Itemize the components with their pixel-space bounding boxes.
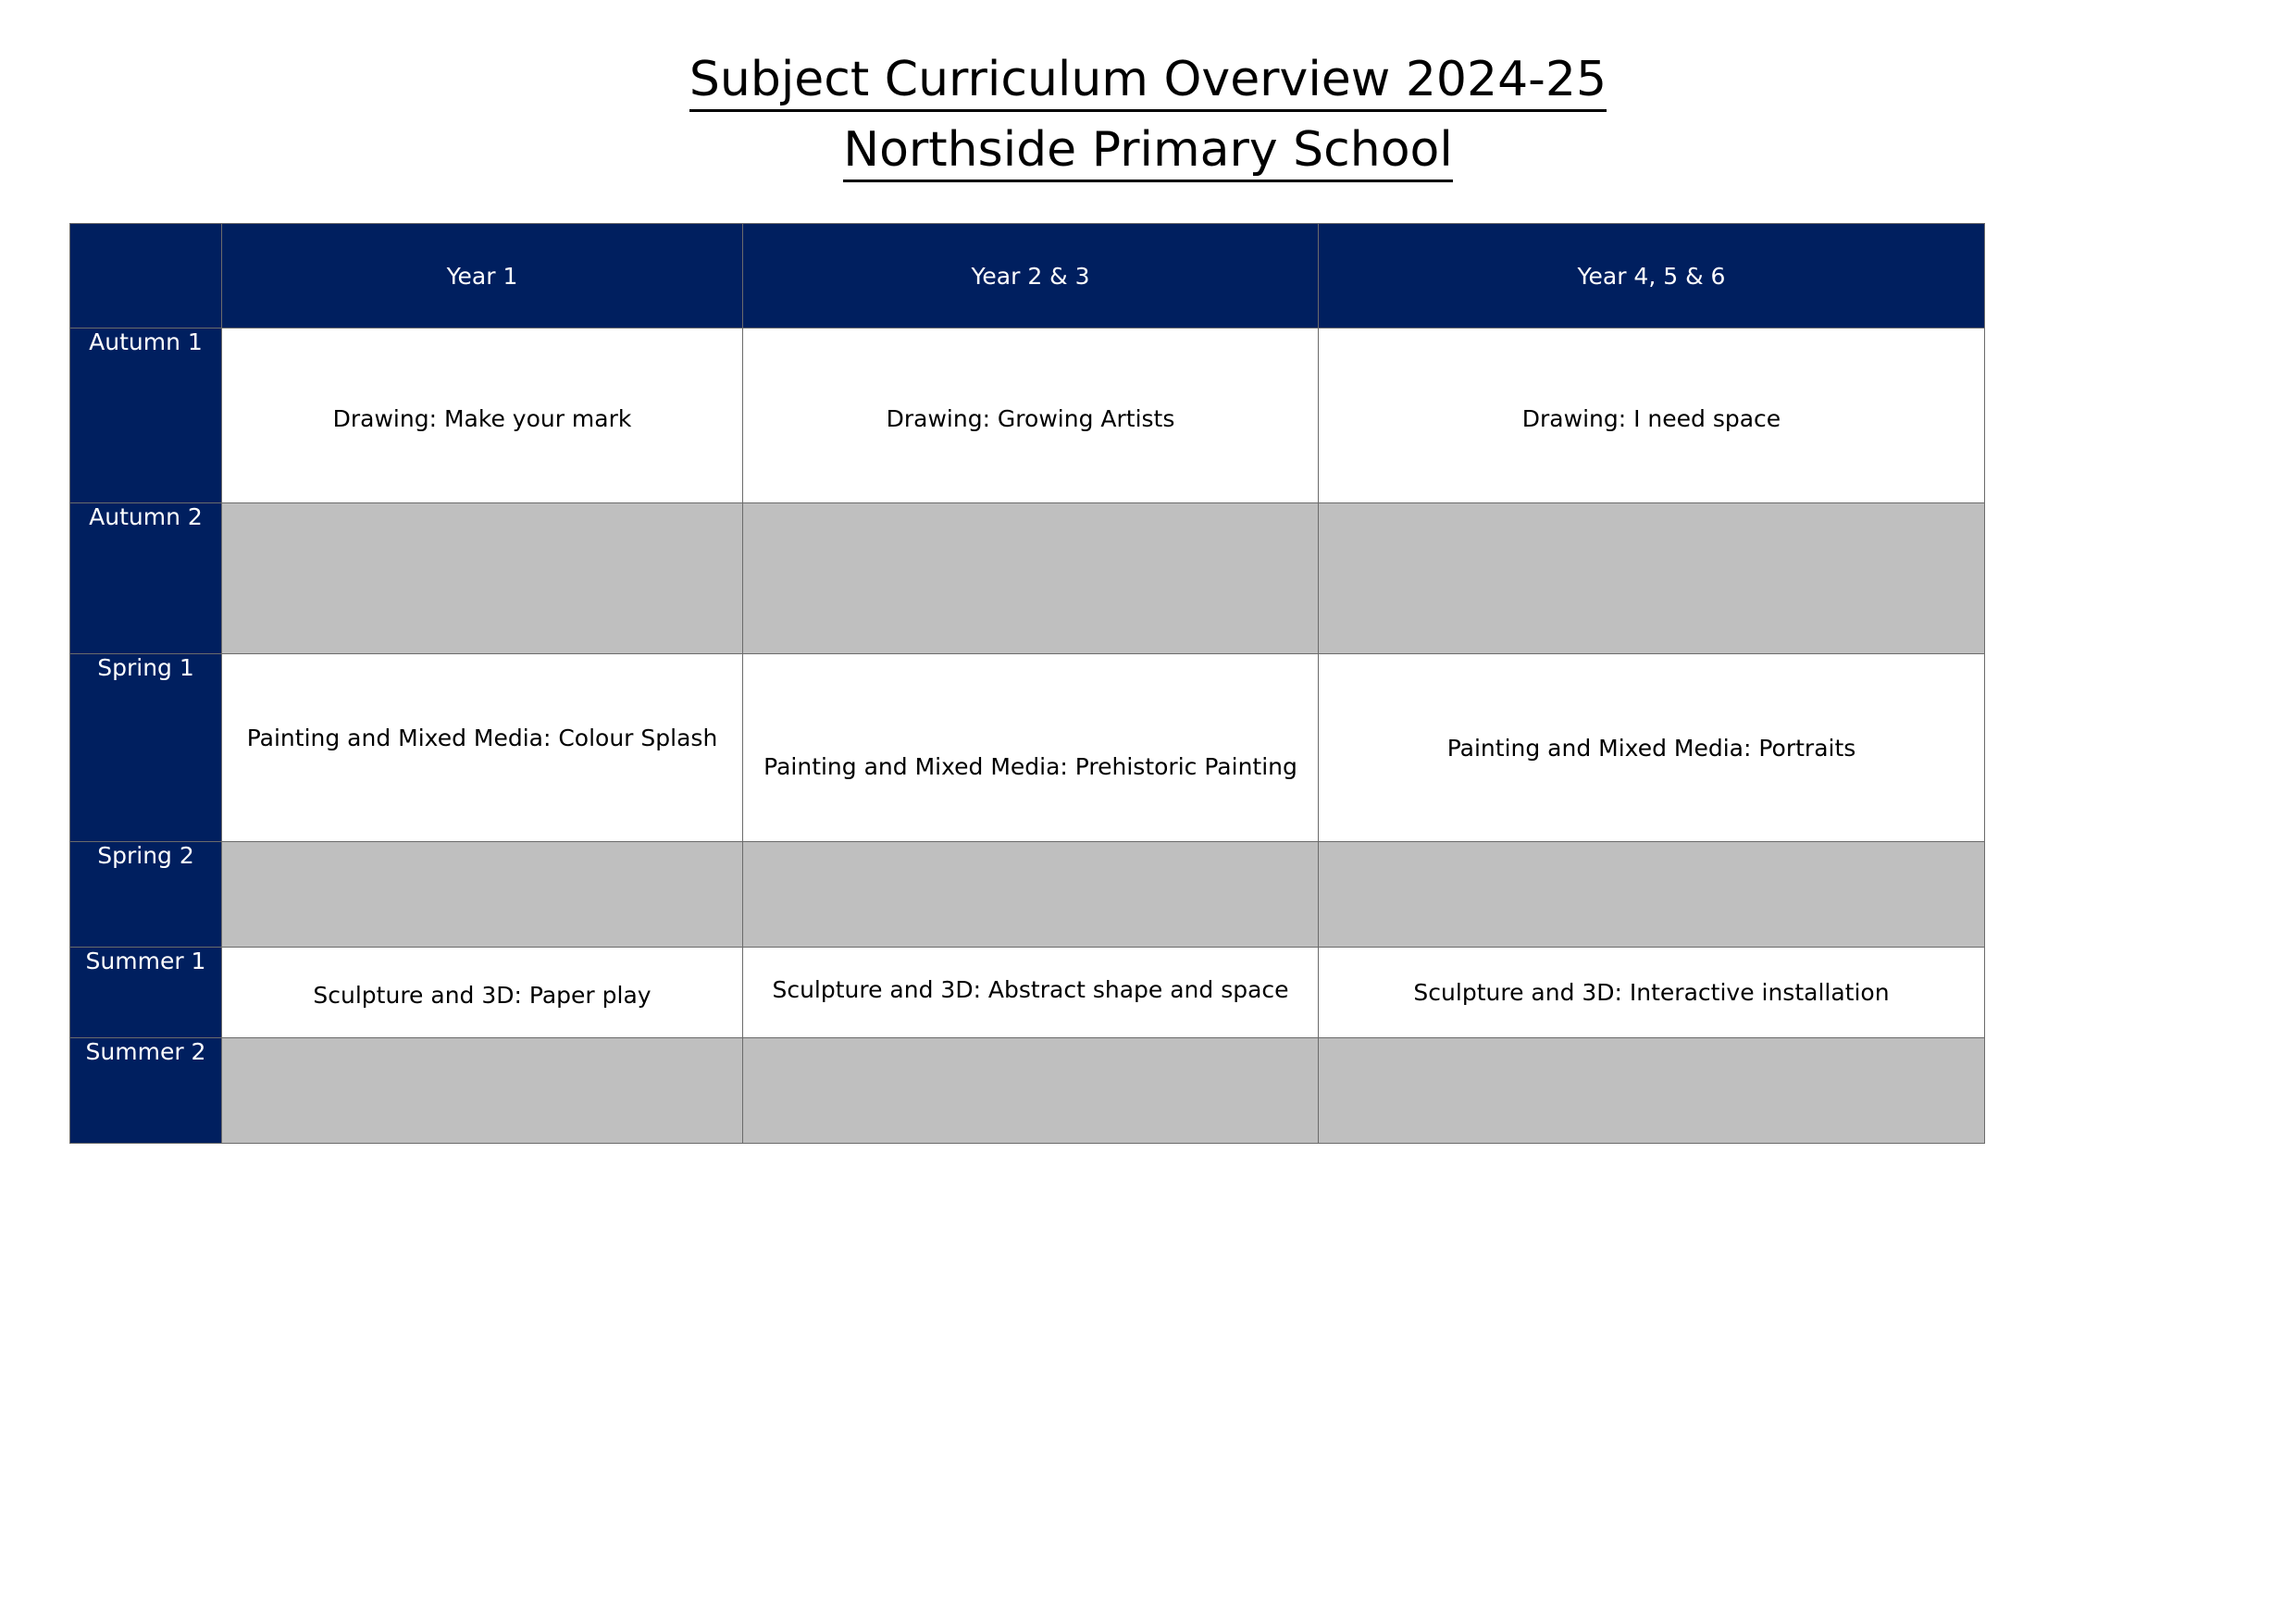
term-label: Autumn 2 [70, 503, 222, 654]
topic-cell: Drawing: Make your mark [222, 329, 743, 503]
topic-cell: Sculpture and 3D: Interactive installation [1319, 948, 1985, 1038]
empty-cell [743, 1038, 1319, 1144]
column-header-year-2-3: Year 2 & 3 [743, 224, 1319, 329]
topic-cell: Painting and Mixed Media: Colour Splash [222, 654, 743, 842]
term-label: Summer 1 [70, 948, 222, 1038]
empty-cell [1319, 503, 1985, 654]
term-label: Spring 2 [70, 842, 222, 948]
empty-cell [222, 503, 743, 654]
corner-cell [70, 224, 222, 329]
school-name: Northside Primary School [0, 115, 2296, 185]
table-row [70, 654, 1985, 842]
table-row [70, 1038, 1985, 1144]
term-label: Autumn 1 [70, 329, 222, 503]
term-label: Spring 1 [70, 654, 222, 842]
curriculum-table [69, 223, 1985, 1144]
column-header-year-4-5-6: Year 4, 5 & 6 [1319, 224, 1985, 329]
header-row [70, 224, 1985, 329]
empty-cell [743, 503, 1319, 654]
table-row [70, 948, 1985, 1038]
table-row [70, 329, 1985, 503]
topic-cell: Drawing: I need space [1319, 329, 1985, 503]
topic-cell: Sculpture and 3D: Abstract shape and space [743, 948, 1319, 1038]
empty-cell [222, 842, 743, 948]
empty-cell [1319, 842, 1985, 948]
topic-cell: Sculpture and 3D: Paper play [222, 948, 743, 1038]
term-label: Summer 2 [70, 1038, 222, 1144]
page-title: Subject Curriculum Overview 2024-25 [0, 44, 2296, 115]
topic-cell: Painting and Mixed Media: Portraits [1319, 654, 1985, 842]
empty-cell [1319, 1038, 1985, 1144]
table-row [70, 842, 1985, 948]
table-row [70, 503, 1985, 654]
empty-cell [743, 842, 1319, 948]
empty-cell [222, 1038, 743, 1144]
topic-cell: Painting and Mixed Media: Prehistoric Painting [743, 654, 1319, 842]
topic-cell: Drawing: Growing Artists [743, 329, 1319, 503]
column-header-year-1: Year 1 [222, 224, 743, 329]
